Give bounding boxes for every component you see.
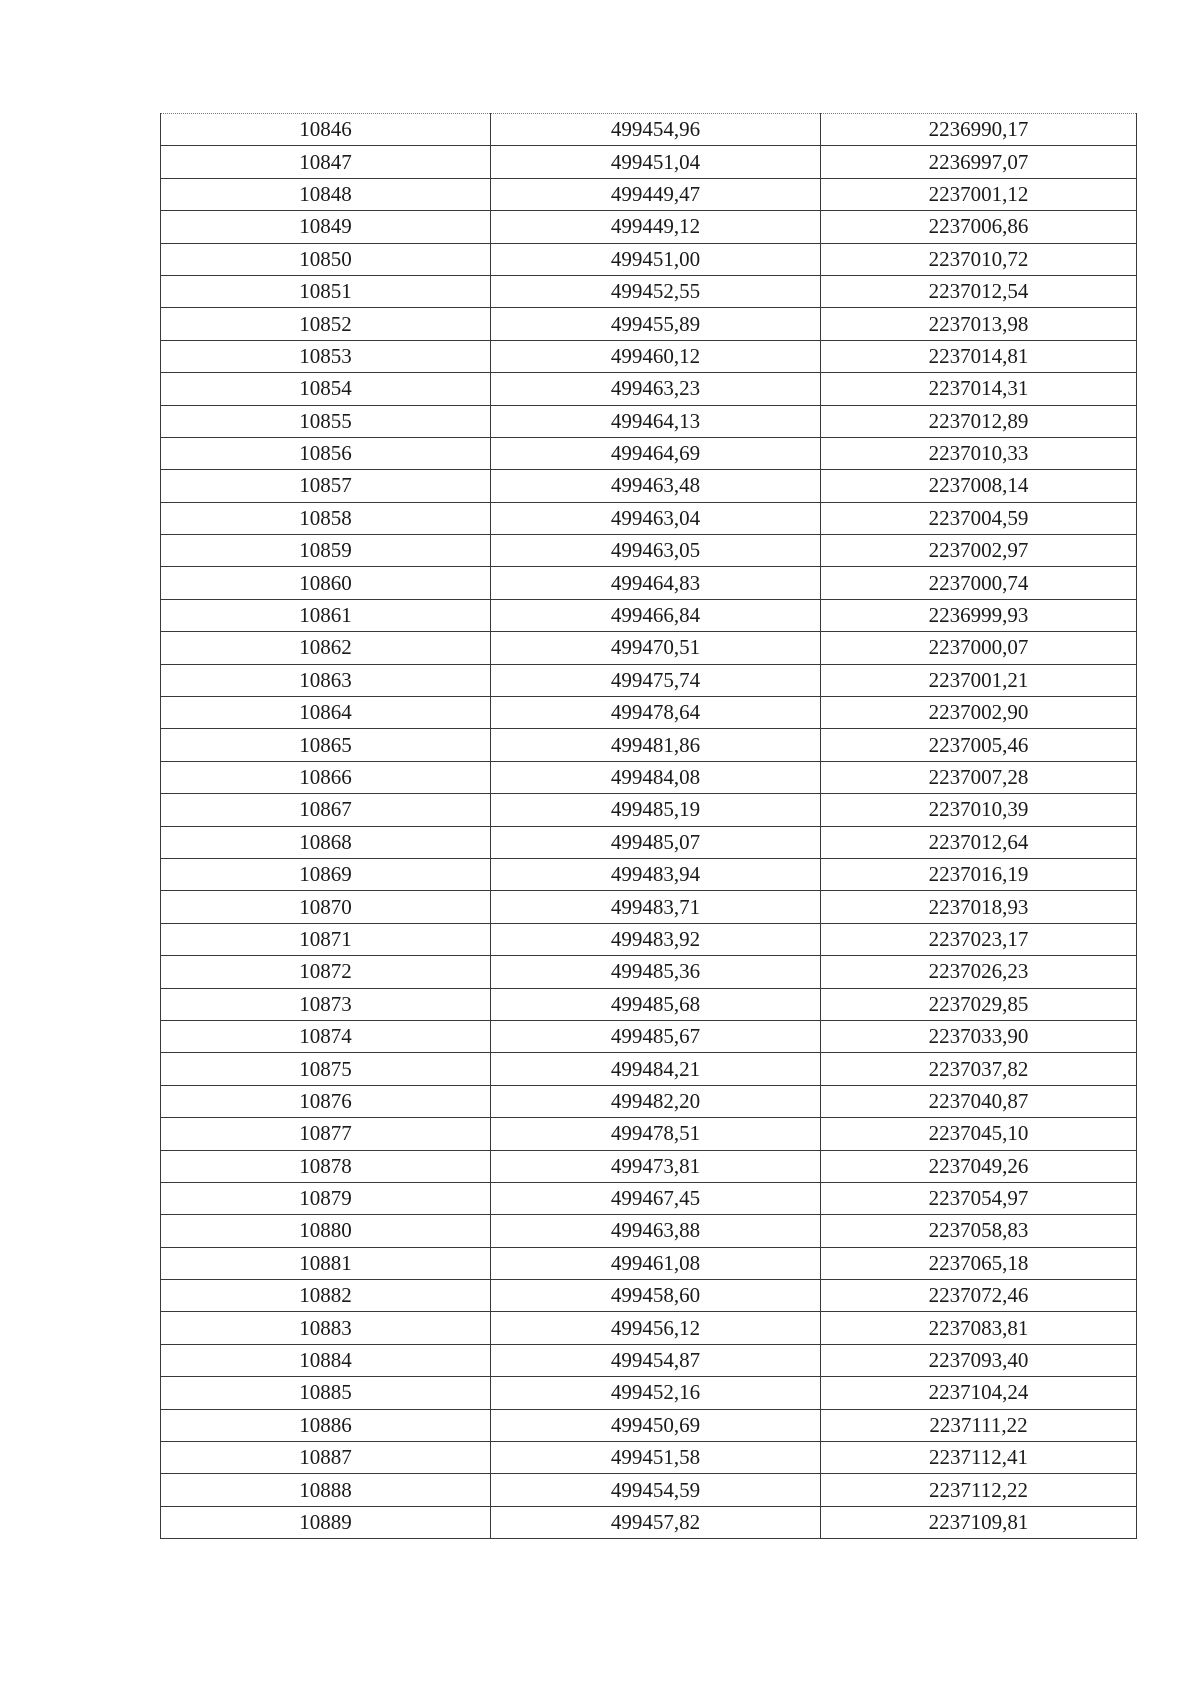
point-number-cell: 10860: [161, 567, 491, 599]
table-row: [161, 794, 1137, 826]
y-coordinate-cell: 2237026,23: [821, 956, 1137, 988]
point-number-cell: 10853: [161, 340, 491, 372]
y-coordinate-cell: 2237111,22: [821, 1409, 1137, 1441]
x-coordinate-cell: 499463,88: [491, 1215, 821, 1247]
x-coordinate-cell: 499470,51: [491, 632, 821, 664]
point-number-cell: 10884: [161, 1344, 491, 1376]
y-coordinate-cell: 2237012,54: [821, 275, 1137, 307]
y-coordinate-cell: 2237010,39: [821, 794, 1137, 826]
y-coordinate-cell: 2237012,64: [821, 826, 1137, 858]
point-number-cell: 10857: [161, 470, 491, 502]
point-number-cell: 10887: [161, 1442, 491, 1474]
point-number-cell: 10847: [161, 146, 491, 178]
y-coordinate-cell: 2237001,21: [821, 664, 1137, 696]
point-number-cell: 10848: [161, 178, 491, 210]
point-number-cell: 10846: [161, 114, 491, 146]
table-row: [161, 1506, 1137, 1538]
y-coordinate-cell: 2237058,83: [821, 1215, 1137, 1247]
y-coordinate-cell: 2237018,93: [821, 891, 1137, 923]
x-coordinate-cell: 499485,36: [491, 956, 821, 988]
x-coordinate-cell: 499485,07: [491, 826, 821, 858]
y-coordinate-cell: 2237014,31: [821, 373, 1137, 405]
y-coordinate-cell: 2237007,28: [821, 761, 1137, 793]
point-number-cell: 10872: [161, 956, 491, 988]
coordinate-table: [160, 113, 1137, 1539]
table-row: [161, 664, 1137, 696]
y-coordinate-cell: 2237033,90: [821, 1020, 1137, 1052]
table-row: [161, 340, 1137, 372]
y-coordinate-cell: 2236997,07: [821, 146, 1137, 178]
point-number-cell: 10873: [161, 988, 491, 1020]
table-row: [161, 1409, 1137, 1441]
table-row: [161, 761, 1137, 793]
y-coordinate-cell: 2237065,18: [821, 1247, 1137, 1279]
table-row: [161, 1247, 1137, 1279]
table-row: [161, 1150, 1137, 1182]
y-coordinate-cell: 2237037,82: [821, 1053, 1137, 1085]
table-row: [161, 599, 1137, 631]
table-row: [161, 891, 1137, 923]
y-coordinate-cell: 2236999,93: [821, 599, 1137, 631]
y-coordinate-cell: 2237000,74: [821, 567, 1137, 599]
point-number-cell: 10870: [161, 891, 491, 923]
point-number-cell: 10875: [161, 1053, 491, 1085]
y-coordinate-cell: 2237014,81: [821, 340, 1137, 372]
x-coordinate-cell: 499463,04: [491, 502, 821, 534]
table-row: [161, 1344, 1137, 1376]
x-coordinate-cell: 499457,82: [491, 1506, 821, 1538]
point-number-cell: 10885: [161, 1377, 491, 1409]
x-coordinate-cell: 499485,67: [491, 1020, 821, 1052]
point-number-cell: 10866: [161, 761, 491, 793]
x-coordinate-cell: 499454,96: [491, 114, 821, 146]
y-coordinate-cell: 2237016,19: [821, 858, 1137, 890]
table-row: [161, 956, 1137, 988]
point-number-cell: 10868: [161, 826, 491, 858]
table-row: [161, 1280, 1137, 1312]
x-coordinate-cell: 499484,21: [491, 1053, 821, 1085]
point-number-cell: 10852: [161, 308, 491, 340]
x-coordinate-cell: 499478,64: [491, 697, 821, 729]
x-coordinate-cell: 499464,13: [491, 405, 821, 437]
x-coordinate-cell: 499475,74: [491, 664, 821, 696]
point-number-cell: 10855: [161, 405, 491, 437]
table-row: [161, 405, 1137, 437]
y-coordinate-cell: 2237010,33: [821, 437, 1137, 469]
table-row: [161, 470, 1137, 502]
table-row: [161, 729, 1137, 761]
y-coordinate-cell: 2237109,81: [821, 1506, 1137, 1538]
point-number-cell: 10859: [161, 535, 491, 567]
x-coordinate-cell: 499455,89: [491, 308, 821, 340]
point-number-cell: 10861: [161, 599, 491, 631]
point-number-cell: 10876: [161, 1085, 491, 1117]
y-coordinate-cell: 2237002,90: [821, 697, 1137, 729]
point-number-cell: 10863: [161, 664, 491, 696]
y-coordinate-cell: 2237029,85: [821, 988, 1137, 1020]
y-coordinate-cell: 2237045,10: [821, 1118, 1137, 1150]
table-row: [161, 697, 1137, 729]
y-coordinate-cell: 2237023,17: [821, 923, 1137, 955]
x-coordinate-cell: 499464,69: [491, 437, 821, 469]
table-row: [161, 1020, 1137, 1052]
point-number-cell: 10874: [161, 1020, 491, 1052]
x-coordinate-cell: 499449,12: [491, 211, 821, 243]
point-number-cell: 10869: [161, 858, 491, 890]
table-row: [161, 535, 1137, 567]
x-coordinate-cell: 499449,47: [491, 178, 821, 210]
point-number-cell: 10850: [161, 243, 491, 275]
x-coordinate-cell: 499478,51: [491, 1118, 821, 1150]
table-row: [161, 1053, 1137, 1085]
point-number-cell: 10854: [161, 373, 491, 405]
table-row: [161, 178, 1137, 210]
y-coordinate-cell: 2237010,72: [821, 243, 1137, 275]
y-coordinate-cell: 2237112,41: [821, 1442, 1137, 1474]
table-row: [161, 243, 1137, 275]
table-row: [161, 146, 1137, 178]
table-row: [161, 1085, 1137, 1117]
point-number-cell: 10867: [161, 794, 491, 826]
x-coordinate-cell: 499460,12: [491, 340, 821, 372]
table-row: [161, 1215, 1137, 1247]
point-number-cell: 10856: [161, 437, 491, 469]
table-row: [161, 632, 1137, 664]
x-coordinate-cell: 499450,69: [491, 1409, 821, 1441]
table-row: [161, 858, 1137, 890]
table-row: [161, 1312, 1137, 1344]
x-coordinate-cell: 499466,84: [491, 599, 821, 631]
y-coordinate-cell: 2237104,24: [821, 1377, 1137, 1409]
y-coordinate-cell: 2237002,97: [821, 535, 1137, 567]
y-coordinate-cell: 2237004,59: [821, 502, 1137, 534]
x-coordinate-cell: 499451,00: [491, 243, 821, 275]
x-coordinate-cell: 499454,59: [491, 1474, 821, 1506]
x-coordinate-cell: 499482,20: [491, 1085, 821, 1117]
x-coordinate-cell: 499481,86: [491, 729, 821, 761]
table-row: [161, 114, 1137, 146]
point-number-cell: 10865: [161, 729, 491, 761]
y-coordinate-cell: 2237112,22: [821, 1474, 1137, 1506]
point-number-cell: 10851: [161, 275, 491, 307]
x-coordinate-cell: 499461,08: [491, 1247, 821, 1279]
y-coordinate-cell: 2237072,46: [821, 1280, 1137, 1312]
x-coordinate-cell: 499483,92: [491, 923, 821, 955]
table-row: [161, 308, 1137, 340]
y-coordinate-cell: 2237000,07: [821, 632, 1137, 664]
x-coordinate-cell: 499452,16: [491, 1377, 821, 1409]
table-row: [161, 1377, 1137, 1409]
x-coordinate-cell: 499467,45: [491, 1182, 821, 1214]
y-coordinate-cell: 2237012,89: [821, 405, 1137, 437]
table-row: [161, 988, 1137, 1020]
y-coordinate-cell: 2237049,26: [821, 1150, 1137, 1182]
table-row: [161, 1182, 1137, 1214]
x-coordinate-cell: 499473,81: [491, 1150, 821, 1182]
table-row: [161, 923, 1137, 955]
point-number-cell: 10881: [161, 1247, 491, 1279]
point-number-cell: 10877: [161, 1118, 491, 1150]
y-coordinate-cell: 2237006,86: [821, 211, 1137, 243]
y-coordinate-cell: 2237083,81: [821, 1312, 1137, 1344]
x-coordinate-cell: 499454,87: [491, 1344, 821, 1376]
x-coordinate-cell: 499463,23: [491, 373, 821, 405]
table-row: [161, 826, 1137, 858]
y-coordinate-cell: 2237054,97: [821, 1182, 1137, 1214]
point-number-cell: 10878: [161, 1150, 491, 1182]
y-coordinate-cell: 2237005,46: [821, 729, 1137, 761]
point-number-cell: 10883: [161, 1312, 491, 1344]
table-row: [161, 567, 1137, 599]
x-coordinate-cell: 499451,58: [491, 1442, 821, 1474]
point-number-cell: 10871: [161, 923, 491, 955]
y-coordinate-cell: 2237001,12: [821, 178, 1137, 210]
x-coordinate-cell: 499463,48: [491, 470, 821, 502]
coordinate-table-body: [161, 114, 1137, 1539]
y-coordinate-cell: 2237013,98: [821, 308, 1137, 340]
x-coordinate-cell: 499484,08: [491, 761, 821, 793]
point-number-cell: 10886: [161, 1409, 491, 1441]
point-number-cell: 10882: [161, 1280, 491, 1312]
point-number-cell: 10849: [161, 211, 491, 243]
x-coordinate-cell: 499483,94: [491, 858, 821, 890]
point-number-cell: 10879: [161, 1182, 491, 1214]
x-coordinate-cell: 499456,12: [491, 1312, 821, 1344]
table-row: [161, 211, 1137, 243]
point-number-cell: 10862: [161, 632, 491, 664]
y-coordinate-cell: 2236990,17: [821, 114, 1137, 146]
x-coordinate-cell: 499458,60: [491, 1280, 821, 1312]
y-coordinate-cell: 2237040,87: [821, 1085, 1137, 1117]
x-coordinate-cell: 499485,68: [491, 988, 821, 1020]
table-row: [161, 1474, 1137, 1506]
x-coordinate-cell: 499463,05: [491, 535, 821, 567]
point-number-cell: 10889: [161, 1506, 491, 1538]
point-number-cell: 10880: [161, 1215, 491, 1247]
table-row: [161, 502, 1137, 534]
x-coordinate-cell: 499452,55: [491, 275, 821, 307]
table-row: [161, 437, 1137, 469]
table-row: [161, 275, 1137, 307]
point-number-cell: 10888: [161, 1474, 491, 1506]
point-number-cell: 10858: [161, 502, 491, 534]
point-number-cell: 10864: [161, 697, 491, 729]
x-coordinate-cell: 499483,71: [491, 891, 821, 923]
x-coordinate-cell: 499485,19: [491, 794, 821, 826]
table-row: [161, 1442, 1137, 1474]
table-row: [161, 1118, 1137, 1150]
y-coordinate-cell: 2237093,40: [821, 1344, 1137, 1376]
table-row: [161, 373, 1137, 405]
x-coordinate-cell: 499451,04: [491, 146, 821, 178]
y-coordinate-cell: 2237008,14: [821, 470, 1137, 502]
x-coordinate-cell: 499464,83: [491, 567, 821, 599]
